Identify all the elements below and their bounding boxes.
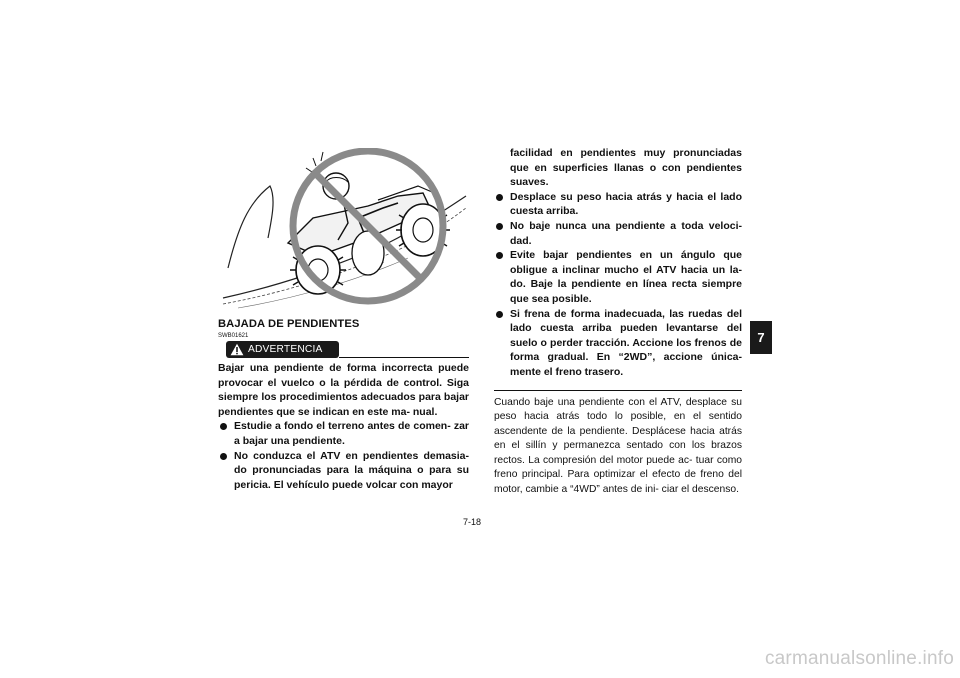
page-number: 7-18	[463, 517, 482, 527]
list-item	[218, 449, 469, 493]
reference-code: SWB01621	[218, 333, 249, 339]
warning-text-right	[494, 146, 742, 380]
warning-triangle-icon	[230, 343, 244, 356]
chapter-tab: 7	[750, 321, 772, 354]
atv-downhill-prohibited-illustration	[218, 148, 468, 310]
warning-intro: Bajar una pendiente de forma incorrecta puede provocar el vuelco o la pérdida de control. Siga siempre los procedimientos adecuados para bajar pendientes que se indican en este ma- nual.	[218, 362, 469, 418]
list-item	[494, 190, 742, 219]
list-item-text: No baje nunca una pendiente a toda veloci- dad.	[510, 219, 742, 247]
watermark: carmanualsonline.info	[764, 648, 954, 669]
list-item	[494, 307, 742, 380]
warning-rule	[339, 357, 469, 358]
warning-end-rule	[494, 390, 742, 391]
list-item-text: Estudie a fondo el terreno antes de comen- zar a bajar una pendiente.	[234, 420, 469, 447]
warning-label: ADVERTENCIA	[248, 344, 323, 355]
list-item	[494, 219, 742, 248]
list-item-continuation: facilidad en pendientes muy pronunciadas que en superficies llanas o con pendientes suaves.	[510, 147, 742, 189]
warning-text-left	[218, 361, 469, 492]
list-item-text: No conduzca el ATV en pendientes demasia- do pronunciadas para la máquina o para su pericia. El vehículo puede volcar con mayor	[234, 449, 469, 491]
bullet-dot	[496, 311, 503, 318]
right-column	[494, 146, 742, 497]
list-item	[218, 419, 469, 448]
bullet-dot	[220, 453, 227, 460]
bullet-dot	[220, 423, 227, 430]
section-title: BAJADA DE PENDIENTES	[218, 318, 360, 330]
list-item-text: Desplace su peso hacia atrás y hacia el lado cuesta arriba.	[510, 190, 742, 218]
left-column	[218, 318, 469, 492]
list-item-text: Si frena de forma inadecuada, las ruedas del lado cuesta arriba pueden levantarse del suelo o perder tracción. Accione los frenos de forma gradual. En “2WD”, accione única- mente el freno trasero.	[510, 307, 742, 378]
bullet-dot	[496, 223, 503, 230]
warning-badge	[226, 341, 339, 358]
bullet-dot	[496, 252, 503, 259]
list-item-text: Evite bajar pendientes en un ángulo que obligue a inclinar mucho el ATV hacia un la- do. Baje la pendiente en línea recta siempre que sea posible.	[510, 249, 742, 305]
list-item	[494, 248, 742, 306]
bullet-dot	[496, 194, 503, 201]
body-paragraph: Cuando baje una pendiente con el ATV, desplace su peso hacia atrás todo lo posible, en el sentido ascendente de la pendiente. Desplácese hacia atrás en el sillín y permanezca sentado con los brazos rectos. La compresión del motor puede ac- tuar como freno principal. Para optimizar el efecto de freno del motor, cambie a “4WD” antes de ini- ciar el descenso.	[494, 396, 742, 495]
warning-header	[218, 341, 469, 359]
